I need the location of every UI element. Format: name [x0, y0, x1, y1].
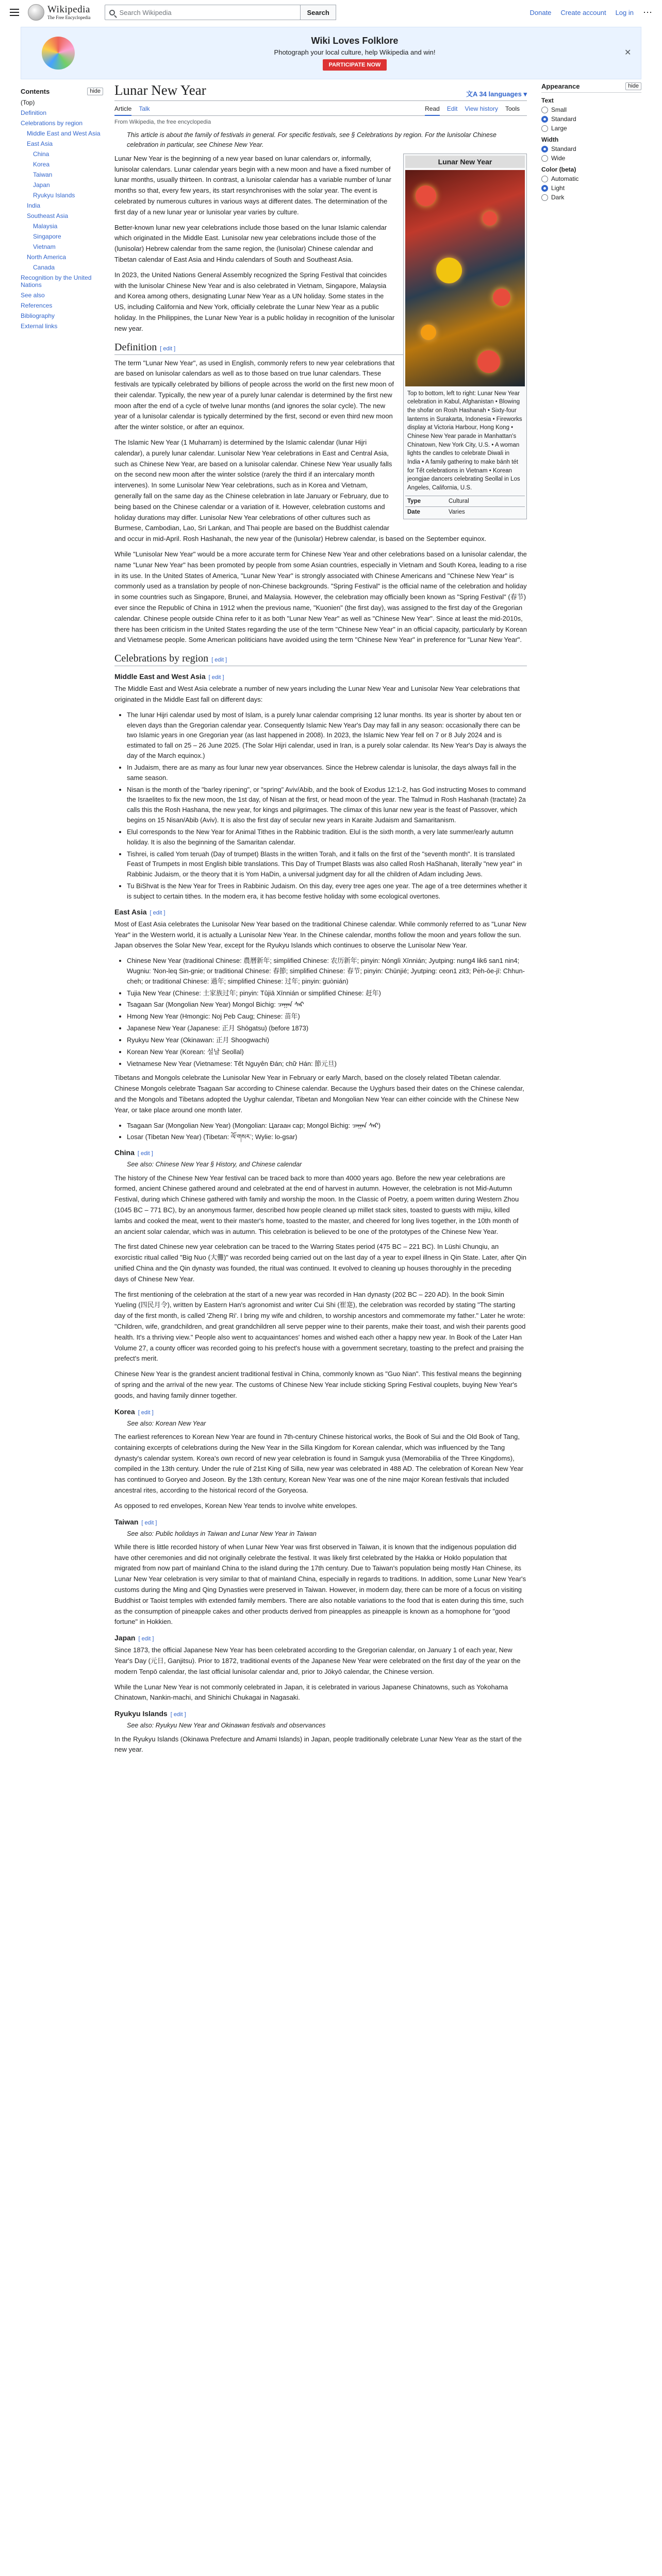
infobox-title: Lunar New Year: [405, 156, 525, 168]
list-item: • Tsagaan Sar (Mongolian New Year) (Mongolian: Цагаан сар; Mongol Bichig: ᠴᠠᠭᠠᠨ ᠰᠠᠷ): [127, 1121, 527, 1131]
toc-item[interactable]: Japan: [33, 181, 50, 189]
infobox-value: Varies: [449, 509, 465, 515]
toc-item[interactable]: External links: [21, 323, 58, 330]
infobox-row-date: [405, 506, 525, 517]
search-icon: [109, 10, 115, 15]
paragraph: The history of the Chinese New Year festival can be traced back to more than 4000 years ago. Before the new year celebrations are formed, ancient Chinese gathered around and celebrated at the end of harvest in autumn. However, the celebration is not Mid-Autumn Festival, during which Chinese gathered with family and worship the moon. In the Classic of Poetry, a poem written during Western Zhou (1045 BC – 771 BC), by an anonymous farmer, described how people cleaned up millet stack sites, toasted to guests with mijiu, killed lambs and cooked the meat, went to their master's home, toasted to the master, and cheered for long lives together, in the 10th month of an ancient solar calendar, which was in autumn. This celebration is believed to be one of the prototypes of the Chinese New Year.: [114, 1174, 519, 1235]
list-item: • Losar (Tibetan New Year) (Tibetan: ལོ་གསར་; Wylie: lo-gsar): [127, 1132, 527, 1142]
toc-item[interactable]: Vietnam: [33, 243, 56, 250]
hatnote: See also: Korean New Year: [127, 1419, 206, 1427]
radio-label: Standard: [551, 145, 576, 152]
toc-item[interactable]: References: [21, 302, 53, 309]
infobox-row-type: [405, 496, 525, 506]
subsection-title: Taiwan: [114, 1517, 139, 1526]
toc-item[interactable]: Canada: [33, 264, 55, 271]
search-input[interactable]: [105, 5, 301, 20]
infobox: [403, 154, 527, 519]
subsection-title: Ryukyu Islands: [114, 1709, 168, 1718]
search-form: [105, 5, 336, 20]
radio-icon: [541, 107, 548, 113]
radio-option[interactable]: [541, 194, 641, 201]
infobox-key: Type: [407, 498, 421, 504]
tab-talk[interactable]: Talk: [139, 105, 150, 112]
radio-icon: [541, 194, 548, 201]
list-item: • Korean New Year (Korean: 설날 Seollal): [127, 1047, 527, 1057]
toc-item[interactable]: Singapore: [33, 233, 61, 240]
page-title-bar: [114, 82, 527, 101]
edit-link[interactable]: [ edit ]: [141, 1519, 157, 1526]
article-main: [114, 82, 527, 1760]
toc-item[interactable]: North America: [27, 253, 67, 261]
list-item: • Nisan is the month of the "barley ripening", or "spring" Aviv/Abib, and the book of Exodus 12:1-2, has God instructing Moses to command the Israelites to fix the new moon, the 1st day, of Nisan at the first, or head moon of the year. The Talmud in Rosh Hashanah (tractate) 2a calls this the Rosh Hashana, the new year, for kings and pilgrimages. The climax of this lunar new year is the feast of Passover, which begins on 15 Nisan/Abib (Aviv). It is also the first day of secular new years in Karaite Judaism and Samaritanism.: [127, 785, 527, 825]
paragraph: Lunar New Year is the beginning of a new year based on lunar calendars or, informally, lunisolar calendars. Lunar calendar years begin with a new moon and have a fixed number of lunar months, usually thirteen. In contrast, a lunisolar calendar has a variable number of lunar months so that, every few years, its start resynchronises with the solar year. The event is celebrated by numerous cultures in various ways at different dates. The determination of the first day of a new lunar year or lunisolar year varies by culture.: [114, 154, 391, 216]
paragraph: In the Ryukyu Islands (Okinawa Prefecture and Amami Islands) in Japan, people traditionally celebrate Lunar New Year as the start of the new year.: [114, 1735, 522, 1754]
infobox-key: Date: [407, 509, 420, 515]
create-account-link[interactable]: Create account: [560, 8, 606, 16]
site-header: [0, 0, 662, 25]
list-item: • Japanese New Year (Japanese: 正月 Shōgatsu) (before 1873): [127, 1023, 527, 1033]
list-item: • The lunar Hijri calendar used by most of Islam, is a purely lunar calendar comprising 12 lunar months. Its year is shorter by about ten or eleven days than the Gregorian calendar year. Consequently Islamic New Year's Day may fall in any season: occasionally there can be two Islamic years in one Gregorian year (as last happened in 2008). In 2023, the Islamic New Year fell on 7 or 8 July 2024 and is estimated to fall on 25 – 26 June 2025. (The Solar Hijri calendar, used in Iran, is a purely solar calendar. Its New Year's Day is always the day of the March equinox.): [127, 710, 527, 761]
width-label: Width: [541, 136, 559, 143]
list-item: • Tsagaan Sar (Mongolian New Year) Mongol Bichig: ᠴᠠᠭᠠᠨ ᠰᠠᠷ: [127, 999, 527, 1010]
hatnote: See also: Chinese New Year § History, and Chinese calendar: [127, 1161, 302, 1168]
toc-title: Contents: [21, 88, 50, 95]
paragraph: Tibetans and Mongols celebrate the Lunisolar New Year in February or early March, based on the closely related Tibetan calendar. Chinese Mongols celebrate Tsagaan Sar according to Chinese calendar. Because the Uyghurs based their dates on the Chinese calendar, and the Mongols and Tibetans adopted the Uyghur calendar, Tibetan and Mongolian New Year can either coincide with the Chinese New Year, or take place around one month later.: [114, 1074, 524, 1114]
radio-option[interactable]: [541, 175, 641, 182]
login-link[interactable]: Log in: [615, 8, 634, 16]
paragraph: The first mentioning of the celebration at the start of a new year was recorded in Han dynasty (202 BC – 220 AD). In the book Simin Yueling (四民月令), written by Eastern Han's agronomist and writer Cui Shi (崔寔), the celebration was recorded by stating "The starting day of the first month, is called 'Zheng Ri'. I bring my wife and children, to worship ancestors and commemorate my father." Later he wrote: "Children, wife, grandchildren, and great grandchildren all serve pepper wine to their parents, make their toast, and wish their parents good health. It's a thriving view." People also went to acquaintances' homes and wished each other a happy new year. In Book of the Later Han Volume 27, a county officer was recorded going to his prefect's house with a government secretary, toasting to the prefect and praising the prefect's merit.: [114, 1290, 526, 1363]
subsection-title: East Asia: [114, 907, 147, 916]
subsection-title: Korea: [114, 1407, 135, 1416]
edit-link[interactable]: [ edit ]: [208, 674, 224, 681]
tab-edit[interactable]: Edit: [446, 105, 458, 112]
text-size-options: [541, 106, 641, 132]
taiwan-body: [114, 1542, 527, 1628]
width-options: [541, 145, 641, 162]
search-placeholder: Search Wikipedia: [119, 8, 172, 16]
hatnote: This article is about the family of festivals in general. For specific festivals, see § Celebrations by region. For the lunisolar Chinese celebration in particular, see Chinese New Year.: [127, 131, 496, 149]
edit-link[interactable]: [ edit ]: [138, 1636, 154, 1642]
radio-label: Large: [551, 125, 567, 132]
subsection-title: Middle East and West Asia: [114, 672, 206, 681]
radio-option[interactable]: [541, 145, 641, 152]
search-button[interactable]: Search: [300, 5, 336, 20]
radio-option[interactable]: [541, 155, 641, 162]
text-size-label: Text: [541, 97, 554, 104]
table-of-contents: [21, 88, 103, 331]
edit-link[interactable]: [ edit ]: [211, 657, 227, 664]
color-options: [541, 175, 641, 201]
list-item: • Tu BiShvat is the New Year for Trees in Rabbinic Judaism. On this day, every tree ages one year. The age of a tree determines whether it is subject to certain tithes. In the modern era, it has become festive holiday with some ecological overtones.: [127, 881, 527, 902]
color-label: Color (beta): [541, 166, 576, 173]
infobox-caption: Top to bottom, left to right: Lunar New Year celebration in Kabul, Afghanistan • Blowing the shofar on Rosh Hashanah • Sixty-four lanterns in Surakarta, Indonesia • Fireworks display at Victoria Harbour, Hong Kong • Chinese New Year parade in Manhattan's Chinatown, New York City, U.S. • A woman lights the candles to celebrate Diwali in India • A family gathering to make bánh tét for Tết celebrations in Vietnam • Korean jeongjae dancers celebrating Seollal in Los Angeles, California, U.S.: [407, 390, 522, 492]
toc-item[interactable]: China: [33, 150, 49, 158]
toc-hide-button[interactable]: hide: [87, 88, 103, 95]
radio-label: Small: [551, 106, 567, 113]
paragraph: In 2023, the United Nations General Assembly recognized the Spring Festival that coincides with the lunisolar Chinese New Year and is also celebrated in Vietnam, Singapore, Malaysia and Korea among others, designating Lunar New Year as a UN holiday. Some states in the US, including California and New York, officially celebrate the Lunar New Year as a public holiday. In the Philippines, the Lunar New Year is a public holiday in recognition of the lunisolar new year.: [114, 270, 395, 332]
toc-item[interactable]: Middle East and West Asia: [27, 130, 101, 137]
appearance-hide-button[interactable]: hide: [625, 82, 641, 90]
appearance-title: Appearance: [541, 82, 580, 90]
campaign-banner: [21, 27, 641, 79]
list-item: • Tishrei, is called Yom teruah (Day of trumpet) Blasts in the written Torah, and it falls on the first of the "seventh month". It is translated Feast of Trumpets in most English bible translations. This Day of Trumpet Blasts was also called Rosh HaShanah, literally "new year" in Rabbinic Judaism, or the theory that it is Yom HaDin, a universal judgment day for all the children of Adam including Jews.: [127, 849, 527, 879]
page-tabs: [114, 101, 527, 116]
toc-item[interactable]: (Top): [21, 99, 35, 106]
radio-icon: [541, 155, 548, 162]
toc-item[interactable]: Southeast Asia: [27, 212, 69, 219]
paragraph: As opposed to red envelopes, Korean New Year tends to involve white envelopes.: [114, 1501, 358, 1510]
toc-item[interactable]: India: [27, 202, 41, 209]
list-item: • Vietnamese New Year (Vietnamese: Tết Nguyên Đán; chữ Hán: 節元旦): [127, 1059, 527, 1069]
main-menu-icon[interactable]: [8, 6, 21, 19]
list-item: • Ryukyu New Year (Okinawan: 正月 Shoogwachi): [127, 1035, 527, 1045]
close-icon[interactable]: ✕: [624, 48, 632, 57]
subsection-title: Japan: [114, 1634, 136, 1642]
paragraph: The earliest references to Korean New Year are found in 7th-century Chinese historical works, the Book of Sui and the Old Book of Tang, containing excerpts of celebrations during the New Year in the Silla Kingdom for Korean calendar, which was influenced by the Tang dynasty's calendar system. Korea's own record of new year celebration is found in Samguk yusa (Memorabilia of the Three Kingdoms), compiled in the 13th century. Under the rule of 21st King of Silla, new year was celebrated in 488 AD. The celebration of Korean New Year has continued to Goryeo and Joseon. By the 13th century, Korean New Year was one of the nine major Korean festivals that included ancestral rites, according to the historical record of the Goryeosa.: [114, 1432, 523, 1494]
wikipedia-logo[interactable]: [28, 4, 90, 21]
radio-icon: [541, 146, 548, 152]
japan-body: [114, 1645, 527, 1703]
radio-label: Standard: [551, 115, 576, 123]
edit-link[interactable]: [ edit ]: [138, 1409, 154, 1416]
paragraph: The first dated Chinese new year celebration can be traced to the Warring States period (475 BC – 221 BC). In Lüshi Chunqiu, an exorcistic ritual called "Big Nuo (大儺)" was recorded being carried out on the last day of a year to expel illness in Qin State. Later, after Qin unified China and the Qin dynasty was founded, the ritual was continued. It evolved to cleaning up houses thoroughly in the preceding days of Chinese New Year.: [114, 1243, 527, 1283]
participate-button[interactable]: PARTICIPATE NOW: [323, 59, 387, 71]
paragraph: Since 1873, the official Japanese New Year has been celebrated according to the Gregorian calendar, on January 1 of each year, New Year's Day (元日, Ganjitsu). Prior to 1872, traditional events of the Japanese New Year were celebrated on the first day of the year on the modern Tenpō calendar, the last official lunisolar calendar and, prior to Jōkyō calendar, the Chinese version.: [114, 1646, 521, 1675]
language-button[interactable]: 文A 34 languages ▾: [466, 90, 527, 98]
tab-tools[interactable]: Tools: [505, 105, 520, 112]
china-body: [114, 1173, 527, 1401]
wiki-loves-folklore-logo: [42, 37, 75, 70]
edit-link[interactable]: [ edit ]: [170, 1711, 186, 1718]
radio-icon: [541, 176, 548, 182]
banner-title: Wiki Loves Folklore: [311, 36, 399, 46]
hatnote: See also: Public holidays in Taiwan and Lunar New Year in Taiwan: [127, 1530, 317, 1537]
subsection-heading-taiwan: [114, 1518, 527, 1526]
subsection-title: China: [114, 1148, 135, 1157]
wikipedia-globe-icon: [28, 4, 44, 21]
toc-item[interactable]: See also: [21, 292, 45, 299]
page-title: Lunar New Year: [114, 82, 206, 98]
edit-link[interactable]: [ edit ]: [160, 345, 176, 352]
paragraph: Chinese New Year is the grandest ancient traditional festival in China, commonly known as "Guo Nian". This festival means the beginning of spring and the arrival of the new year. The customs of Chinese New Year include sticking Spring Festival couplets, buying New Year's goods, and having family dinner together.: [114, 1370, 522, 1399]
toc-item[interactable]: Recognition by the United Nations: [21, 274, 92, 289]
radio-label: Light: [551, 184, 565, 192]
section-title: Definition: [114, 341, 157, 353]
radio-label: Dark: [551, 194, 565, 201]
toc-item[interactable]: Taiwan: [33, 171, 53, 178]
subsection-heading-east-asia: [114, 908, 527, 916]
subsection-heading-japan: [114, 1634, 527, 1642]
list-item: • Tujia New Year (Chinese: 土家族过年; pinyin: Tǔjiā Xīnnián or simplified Chinese: 赶年): [127, 988, 527, 998]
paragraph: While "Lunisolar New Year" would be a more accurate term for Chinese New Year and other celebrations based on a lunisolar calendar, the name "Lunar New Year" has been promoted by people from some Asian countries, especially in Vietnam and South Korea, leading to a rise in its use. In the United States of America, "Lunar New Year" is strongly associated with Chinese Americans and "Chinese New Year" is commonly used as a translation by people of non-Chinese backgrounds. "Spring Festival" is the official name of the celebration and holiday in some countries such as Singapore, Brunei, and Malaysia. However, the celebration may officially been known as "Spring Festival" (春节) ever since the Republic of China in 1912 when the previous name, "Kuonien" (the first day), was assigned to the first day of the Gregorian calendar. Chinese people outside China refer to it as both "Lunar New Year" as well as "Chinese New Year". Since at least the mid-2010s, there has been criticism in the United States regarding the use of the term "Chinese New Year" in an official capacity, particularly by Korean and Vietnamese people. Some American politicians have avoided using the term "Chinese New Year" in preference for "Lunar New Year".: [114, 550, 527, 644]
radio-option[interactable]: [541, 115, 641, 123]
subsection-heading-korea: [114, 1408, 527, 1416]
paragraph: The Islamic New Year (1 Muharram) is determined by the Islamic calendar (lunar Hijri calendar), a purely lunar calendar. Lunisolar New Year celebrations in East and Central Asia, such as Chinese New Year, are based on a lunisolar calendar. Chinese New Year usually falls on the second new moon after the winter solstice (rarely the third if an intercalary month intervenes). In some Lunisolar New Year celebrations, such as in Korea and Vietnam, generally fall on the same day as the Chinese celebration in late January or February, due to being based on the Chinese calendar or a variation of it. However, celebration customs and holiday durations may differ. Lunisolar New Year celebrations of other cultures such as Burmese, Cambodian, Lao, Sri Lankan, and Thai people are based on the Buddhist calendar and occur in mid-April. Rosh Hashanah, the new year of the (lunisolar) Hebrew calendar, is based on the September equinox.: [114, 438, 487, 543]
toc-item[interactable]: East Asia: [27, 140, 53, 147]
radio-icon: [541, 185, 548, 192]
subsection-heading-china: [114, 1148, 527, 1157]
tab-read[interactable]: Read: [425, 105, 440, 116]
ryukyu-body: [114, 1734, 527, 1756]
edit-link[interactable]: [ edit ]: [150, 909, 166, 916]
paragraph: The term "Lunar New Year", as used in English, commonly refers to new year celebrations that are based on lunisolar calendars as well as to those based on true lunar calendars. These festivals are typically celebrated by billions of people across the world on the first new moon of their calendar. Typically, the new year of a purely lunar calendar is determined by the first new moon after the end of a cycle of twelve lunar months (and ignores the solar cycle). The new year of a lunisolar calendar is typically determined by the first, second or even third new moon after the winter solstice, or after an equinox.: [114, 359, 395, 431]
infobox-value: Cultural: [449, 498, 469, 504]
language-count: 34 languages: [479, 90, 522, 98]
toc-item[interactable]: Celebrations by region: [21, 120, 83, 127]
east-asia-list-2: [114, 1121, 527, 1143]
from-wikipedia: From Wikipedia, the free encyclopedia: [114, 119, 211, 125]
paragraph: Better-known lunar new year celebrations include those based on the lunar Islamic calendar which originated in the Middle East. Lunisolar new year celebrations include those of the (lunisolar) Hebrew calendar from the same region, the (lunisolar) Chinese calendar and Tibetan calendar of East Asia and Hindu calendars of South and Southeast Asia.: [114, 223, 387, 263]
paragraph: While the Lunar New Year is not commonly celebrated in Japan, it is celebrated in various Japanese Chinatowns, such as Yokohama Chinatown, Nankin-machi, and Shinichi Chukagai in Nagasaki.: [114, 1683, 508, 1702]
edit-link[interactable]: [ edit ]: [137, 1150, 153, 1157]
hatnote: See also: Ryukyu New Year and Okinawan festivals and observances: [127, 1722, 326, 1730]
appearance-panel: [541, 82, 641, 203]
list-item: • Elul corresponds to the New Year for Animal Tithes in the Rabbinic tradition. Elul is the sixth month, a very late summer/early autumn holiday. It is also the beginning of the Samaritan calendar.: [127, 827, 527, 848]
section-heading-regions: [114, 653, 527, 666]
east-asia-list: [114, 956, 527, 1069]
korea-body: [114, 1432, 527, 1512]
radio-icon: [541, 125, 548, 132]
wordmark: Wikipedia: [47, 4, 90, 15]
toc-list: [21, 97, 103, 331]
list-item: • In Judaism, there are as many as four lunar new year observances. Since the Hebrew calendar is lunisolar, the days always fall in the same season.: [127, 762, 527, 783]
radio-label: Automatic: [551, 175, 579, 182]
more-icon[interactable]: ⋯: [643, 7, 653, 18]
toc-item[interactable]: Malaysia: [33, 223, 58, 230]
radio-option[interactable]: [541, 125, 641, 132]
tab-article[interactable]: Article: [114, 105, 131, 116]
subsection-heading-ryukyu: [114, 1709, 527, 1718]
tab-view-history[interactable]: View history: [465, 105, 498, 112]
radio-option[interactable]: [541, 184, 641, 192]
donate-link[interactable]: Donate: [529, 8, 552, 16]
radio-icon: [541, 116, 548, 123]
section-title: Celebrations by region: [114, 653, 209, 665]
radio-label: Wide: [551, 155, 566, 162]
toc-item[interactable]: Korea: [33, 161, 50, 168]
paragraph: Most of East Asia celebrates the Lunisolar New Year based on the traditional Chinese calendar. While commonly referred to as "Lunar New Year" in the Western world, it is actually a Lunisolar New Year. In the Chinese calendar, months follow the moon and years follow the sun. Japan observes the Solar New Year, except for the Ryukyu Islands which continues to observe the Lunisolar New Year.: [114, 920, 526, 950]
banner-text: Photograph your local culture, help Wikipedia and win!: [274, 48, 436, 56]
radio-option[interactable]: [541, 106, 641, 113]
paragraph: The Middle East and West Asia celebrate a number of new years including the Lunar New Year and Lunisolar New Year celebrations that originated in the Middle East fall on different days:: [114, 685, 520, 704]
tagline: The Free Encyclopedia: [47, 15, 91, 20]
middle-east-list: [114, 710, 527, 902]
infobox-collage-image[interactable]: [405, 170, 525, 386]
list-item: • Chinese New Year (traditional Chinese: 農曆新年; simplified Chinese: 农历新年; pinyin: Nónglì Xīnnián; Jyutping: nung4 lik6 san1 nin4; Wugniu: 'Non-leq Sin-gnie; or traditional Chinese: 春節; simplified Chinese: 春节; pinyin: Chūnjié; Jyutping: ceon1 zit3; Pe̍h-ōe-jī: Chhun-cheh; or traditional Chinese: 過年; simplified Chinese: 过年; pinyin: guònián): [127, 956, 527, 986]
toc-item[interactable]: Bibliography: [21, 312, 55, 319]
subsection-heading-middle-east: [114, 672, 527, 681]
toc-item[interactable]: Definition: [21, 109, 47, 116]
paragraph: While there is little recorded history of when Lunar New Year was first observed in Taiwan, it is known that the indigenous population did have other ceremonies and did not originally celebrate the festival. It was likely first celebrated by the Hakka or Hoklo population that migrated from now part of mainland China to the island during the 17th century. Due to Taiwan's population being mostly Han Chinese, its Lunar New Year celebration is very similar to that of mainland China, especially in regards to traditions. In addition, some Lunar New Year's customs during the Ming and Qing Dynasties were preserved in Taiwan. However, in modern day, there can be more of a focus on visiting Buddhist or Taoist temples with extended family members. There are also notable variations to the food that is eaten during this time, such as the consumption of pineapple cakes and other products derived from pineapples as pineapple is known as a homophone for "good fortune" in Hokkien.: [114, 1543, 526, 1626]
toc-item[interactable]: Ryukyu Islands: [33, 192, 75, 199]
list-item: • Hmong New Year (Hmongic: Noj Peb Caug; Chinese: 苗年): [127, 1011, 527, 1022]
